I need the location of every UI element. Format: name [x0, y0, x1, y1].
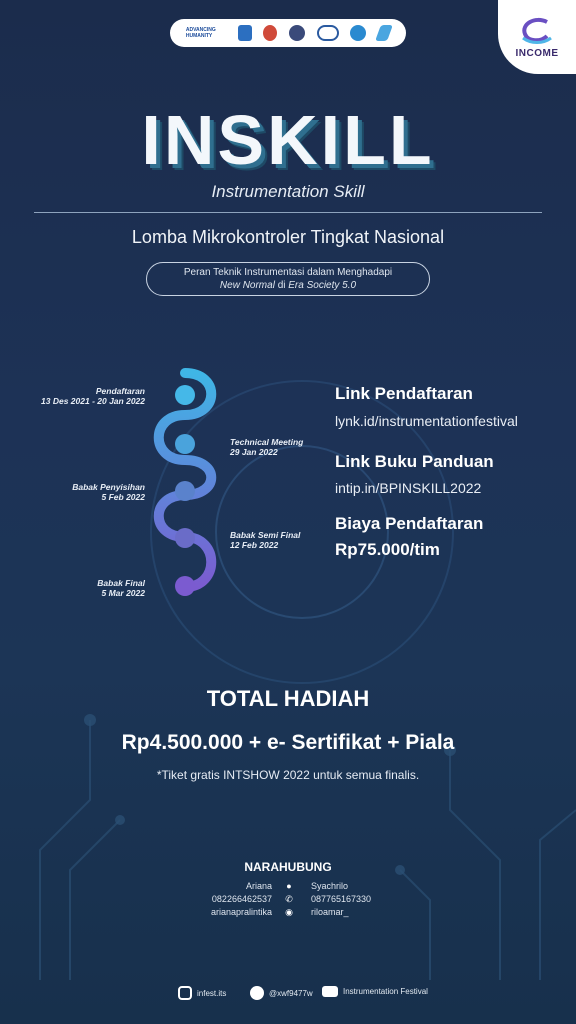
contact-icons: [284, 880, 294, 919]
timeline-item-name: Babak Final: [97, 578, 145, 588]
timeline-node-pendaftaran: [175, 385, 195, 405]
sponsor-logo-icon: [289, 25, 305, 41]
theme-line-2: [147, 279, 429, 292]
contact-heading: NARAHUBUNG: [244, 860, 332, 874]
prize-note: *Tiket gratis INTSHOW 2022 untuk semua finalis.: [156, 768, 420, 782]
theme-italic-1: New Normal: [219, 280, 275, 291]
sponsor-logo-icon: [238, 25, 252, 41]
timeline-item-name: Pendaftaran: [95, 386, 145, 396]
contact-left: [211, 880, 272, 919]
timeline-node-penyisihan: [175, 481, 195, 501]
fee-value: Rp75.000/tim: [335, 540, 440, 559]
theme-line-1: Peran Teknik Instrumentasi dalam Menghadapi: [183, 267, 393, 278]
timeline-item-name: Technical Meeting: [230, 437, 304, 447]
event-title: INSKILL: [141, 101, 435, 179]
instagram-icon: [178, 986, 192, 1000]
timeline-item-date: 29 Jan 2022: [230, 447, 278, 457]
event-subtitle: Instrumentation Skill: [211, 182, 365, 201]
phone-icon: ✆: [285, 894, 293, 904]
social-links: [0, 986, 576, 1006]
timeline-item-date: 5 Feb 2022: [101, 492, 145, 502]
youtube-link[interactable]: [322, 986, 428, 997]
youtube-icon: [322, 986, 338, 997]
timeline-item-name: Babak Penyisihan: [72, 482, 145, 492]
wave-logo-icon: [517, 16, 557, 46]
income-label: INCOME: [515, 47, 559, 59]
youtube-handle: Instrumentation Festival: [343, 987, 428, 996]
contact-right-phone: 087765167330: [311, 894, 372, 904]
its-logo: ADVANCING HUMANITY: [185, 27, 216, 39]
registration-label: Link Pendaftaran: [335, 384, 473, 403]
line-link[interactable]: [250, 986, 313, 1000]
contact-left-line: arianapralintika: [210, 907, 272, 917]
timeline-item-technical-meeting: [230, 437, 303, 457]
timeline-item-pendaftaran: [5, 386, 145, 406]
contact-left-name: Ariana: [245, 881, 272, 891]
timeline-item-name: Babak Semi Final: [230, 530, 301, 540]
contact-right-name: Syachrilo: [311, 881, 349, 891]
timeline-item-semi-final: [230, 530, 300, 550]
person-icon: ●: [286, 881, 292, 891]
competition-name: Lomba Mikrokontroler Tingkat Nasional: [131, 227, 445, 247]
contact-right-line: riloamar_: [311, 907, 349, 917]
guide-link[interactable]: intip.in/BPINSKILL2022: [335, 480, 482, 496]
sponsor-logo-icon: [317, 25, 339, 41]
theme-connector: di: [274, 280, 289, 291]
contact-left-phone: 082266462537: [211, 894, 272, 904]
timeline-item-final: [5, 578, 145, 598]
sponsor-logo-icon: [350, 25, 366, 41]
theme-pill: [146, 262, 430, 296]
line-handle: @xwf9477w: [269, 988, 313, 998]
sponsor-logo-bar: [170, 19, 406, 47]
timeline-node-technical-meeting: [175, 434, 195, 454]
background-circuit-lines: [0, 600, 576, 980]
timeline-item-date: 12 Feb 2022: [230, 540, 279, 550]
instagram-link[interactable]: [178, 986, 226, 1000]
theme-italic-2: Era Society 5.0: [288, 280, 357, 291]
sponsor-logo-icon: [263, 25, 277, 41]
timeline-node-final: [175, 576, 195, 596]
income-logo-badge: [498, 0, 576, 74]
fee-label: Biaya Pendaftaran: [335, 514, 484, 533]
timeline-item-date: 13 Des 2021 - 20 Jan 2022: [41, 396, 145, 406]
timeline-node-semi-final: [175, 528, 195, 548]
chat-icon: ◉: [285, 907, 293, 917]
contact-right: [311, 880, 371, 919]
prize-amount: Rp4.500.000 + e- Sertifikat + Piala: [121, 731, 455, 754]
guide-label: Link Buku Panduan: [335, 452, 494, 471]
timeline-item-date: 5 Mar 2022: [101, 588, 145, 598]
timeline-item-penyisihan: [5, 482, 145, 502]
registration-link[interactable]: lynk.id/instrumentationfestival: [335, 413, 518, 429]
line-icon: [250, 986, 264, 1000]
sponsor-logo-icon: [375, 25, 393, 41]
divider: [34, 212, 542, 213]
prize-heading: TOTAL HADIAH: [206, 686, 370, 711]
instagram-handle: infest.its: [197, 988, 227, 998]
